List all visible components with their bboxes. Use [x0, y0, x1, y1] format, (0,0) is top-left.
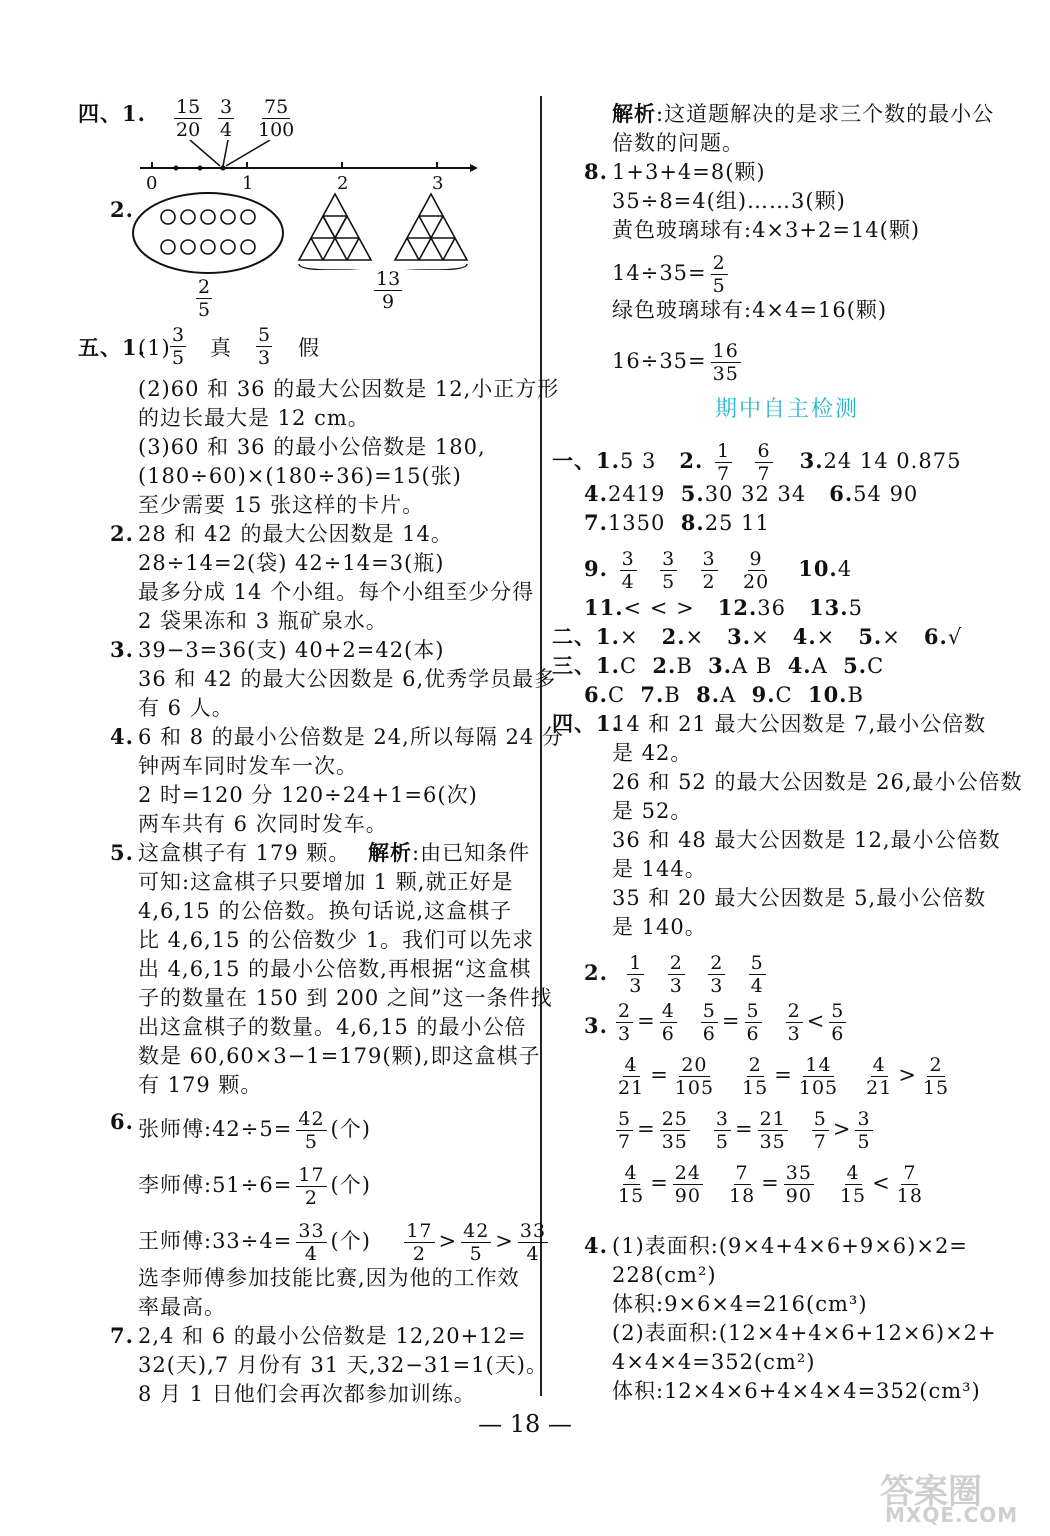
text-line: 率最高。	[138, 1295, 226, 1319]
text-line: 2 袋果冻和 3 瓶矿泉水。	[138, 609, 388, 633]
mid-q1-row3: 7.1350 8.25 11	[584, 510, 770, 535]
text-line: :由已知条件	[412, 841, 531, 865]
fraction: $\frac{7}{18}$	[728, 1162, 756, 1207]
text-line: 39−3=36(支) 40+2=42(本)	[138, 638, 445, 662]
text-line: 至少需要 15 张这样的卡片。	[138, 493, 425, 517]
fraction: $\frac{7}{18}$	[896, 1162, 923, 1207]
fraction: $\frac{2}{15}$	[742, 1054, 769, 1099]
text-line: 数是 60,60×3−1=179(颗),即这盒棋子	[138, 1044, 541, 1068]
text-line: 黄色玻璃球有:4×3+2=14(颗)	[612, 218, 921, 242]
numberline-frac-1: $\frac{15}{20}$	[176, 96, 201, 141]
q5-1-frac-1: $\frac{3}{5}$	[172, 324, 185, 369]
text-line: 是 42。	[612, 741, 693, 765]
q5-1-true: 真	[210, 336, 232, 360]
text-line: 是 52。	[612, 799, 693, 823]
q6-zhang: 张师傅:42÷5= $\frac{42}{5}$ (个)	[138, 1108, 371, 1153]
section-title: 期中自主检测	[715, 397, 860, 422]
watermark-url: MXQE.COM	[885, 1503, 1019, 1527]
text-line: 出这盒棋子的数量。4,6,15 的最小公倍	[138, 1015, 527, 1039]
fraction: $\frac{4}{21}$	[866, 1054, 893, 1099]
text-line: 35 和 20 最大公因数是 5,最小公倍数	[612, 886, 987, 910]
text-line: 14 和 21 最大公因数是 7,最小公倍数	[612, 712, 987, 736]
text-line: 28 和 42 的最大公因数是 14。	[138, 522, 453, 546]
tick-2: 2	[337, 173, 350, 194]
q5-1-part-a: (1)	[138, 336, 171, 360]
q-label: 5.	[110, 840, 134, 865]
mid-q1-row2: 4.2419 5.30 32 34 6.54 90	[584, 481, 919, 506]
text-line: 倍数的问题。	[612, 131, 744, 155]
text-line: 6 和 8 的最小公倍数是 24,所以每隔 24 分	[138, 725, 564, 749]
fraction: $\frac{3}{5}$	[715, 1108, 729, 1153]
watermark-logo: 答案圈	[880, 1472, 982, 1512]
mid-q1-row1: 一、1.5 3 2. $\frac{1}{7}$ $\frac{6}{7}$ 3.24 14 0.875	[552, 440, 962, 485]
text-line: (2)60 和 36 的最大公因数是 12,小正方形	[138, 377, 560, 401]
text-line: 钟两车同时发车一次。	[138, 754, 358, 778]
operator: =	[637, 1009, 656, 1033]
text-line: (1)表面积:(9×4+4×6+9×6)×2=	[612, 1234, 968, 1258]
q6-wang: 王师傅:33÷4= $\frac{33}{4}$ (个) $\frac{17}{2}$ > $\frac{42}{5}$ > $\frac{33}{4}$	[138, 1220, 547, 1265]
operator: =	[650, 1063, 669, 1087]
fraction: $\frac{5}{7}$	[813, 1108, 827, 1153]
mid-q1-row4: 9. $\frac{3}{4}$ $\frac{3}{5}$ $\frac{3}{2}$ $\frac{9}{20}$ 10.4	[584, 548, 853, 593]
fraction: $\frac{21}{35}$	[759, 1108, 786, 1153]
p4-3-label: 3.	[584, 1013, 608, 1038]
text-line: 出 4,6,15 的最小公倍数,再根据“这盒棋	[138, 957, 532, 981]
operator: <	[806, 1009, 826, 1033]
text-line: 绿色玻璃球有:4×4=16(颗)	[612, 298, 888, 322]
text-line: 2,4 和 6 的最小公倍数是 12,20+12=	[138, 1324, 527, 1348]
q6-li: 李师傅:51÷6= $\frac{17}{2}$ (个)	[138, 1164, 371, 1209]
text-line: 两车共有 6 次同时发车。	[138, 812, 388, 836]
q4-2-label: 2.	[110, 197, 134, 222]
operator: =	[734, 1117, 754, 1141]
q8-frac-line-2: 16÷35= $\frac{16}{35}$	[612, 340, 739, 385]
text-line: 36 和 48 最大公因数是 12,最小公倍数	[612, 828, 1001, 852]
text-line: 选李师傅参加技能比赛,因为他的工作效	[138, 1266, 520, 1290]
text-line: 28÷14=2(袋) 42÷14=3(瓶)	[138, 551, 445, 575]
text-line: 32(天),7 月份有 31 天,32−31=1(天)。	[138, 1353, 548, 1377]
p4-label: 四、1.	[552, 711, 620, 736]
triangles-diagram	[295, 190, 475, 270]
q8-label: 8.	[584, 159, 608, 184]
fraction: $\frac{4}{15}$	[618, 1162, 645, 1207]
fraction: $\frac{35}{90}$	[785, 1162, 812, 1207]
text-line: 36 和 42 的最大公因数是 6,优秀学员最多	[138, 667, 557, 691]
operator: =	[761, 1171, 780, 1195]
number-line	[130, 140, 480, 172]
fraction-compare-row	[612, 1054, 955, 1099]
q5-1-false: 假	[298, 336, 320, 360]
judge-row: 二、1.× 2.× 3.× 4.× 5.× 6.√	[552, 624, 963, 649]
text-line: 228(cm²)	[612, 1263, 717, 1287]
analysis-label: 解析	[368, 840, 412, 865]
fraction: $\frac{5}{6}$	[746, 1000, 760, 1045]
operator: <	[872, 1171, 891, 1195]
q5-1-label: 五、1.	[78, 335, 146, 360]
fraction: $\frac{25}{35}$	[661, 1108, 688, 1153]
tick-0: 0	[146, 173, 159, 194]
text-line: 26 和 52 的最大公因数是 26,最小公倍数	[612, 770, 1023, 794]
fraction-compare-row	[612, 1108, 877, 1153]
text-line: 的边长最大是 12 cm。	[138, 406, 370, 430]
text-line: 35÷8=4(组)……3(颗)	[612, 189, 846, 213]
text-line: 有 6 人。	[138, 696, 234, 720]
fraction: $\frac{5}{6}$	[831, 1000, 845, 1045]
q4-1-label: 四、1.	[78, 101, 146, 126]
text-line: 4×4×4=352(cm²)	[612, 1350, 816, 1374]
text-line: (3)60 和 36 的最小公倍数是 180,	[138, 435, 486, 459]
text-line: (180÷60)×(180÷36)=15(张)	[138, 464, 462, 488]
q-label: 2.	[110, 521, 134, 546]
mid-q1-row5: 11.< < > 12.36 13.5	[584, 595, 863, 620]
q4-2-frac-1: $\frac{2}{5}$	[198, 276, 211, 321]
operator: >	[898, 1063, 917, 1087]
text-line: 最多分成 14 个小组。每个小组至少分得	[138, 580, 535, 604]
numberline-frac-2: $\frac{3}{4}$	[220, 96, 233, 141]
fraction: $\frac{20}{105}$	[674, 1054, 715, 1099]
text-line: 是 140。	[612, 915, 707, 939]
text-line: 4,6,15 的公倍数。换句话说,这盒棋子	[138, 899, 513, 923]
text-line: 2 时=120 分 120÷24+1=6(次)	[138, 783, 478, 807]
text-line: 比 4,6,15 的公倍数少 1。我们可以先求	[138, 928, 535, 952]
text-line: 可知:这盒棋子只要增加 1 颗,就正好是	[138, 870, 514, 894]
q7-label: 7.	[110, 1323, 134, 1348]
fraction: $\frac{3}{5}$	[857, 1108, 871, 1153]
q8-frac-line-1: 14÷35= $\frac{2}{5}$	[612, 252, 726, 297]
text-line: 体积:12×4×6+4×4×4=352(cm³)	[612, 1379, 981, 1403]
operator: =	[650, 1171, 669, 1195]
fraction: $\frac{2}{3}$	[618, 1000, 632, 1045]
text-line: 1+3+4=8(颗)	[612, 160, 766, 184]
q-label: 4.	[110, 724, 134, 749]
analysis-label: 解析	[612, 101, 656, 126]
choice-row-2: 6.C 7.B 8.A 9.C 10.B	[584, 682, 864, 707]
operator: =	[637, 1117, 656, 1141]
operator: =	[774, 1063, 793, 1087]
fraction: $\frac{24}{90}$	[674, 1162, 701, 1207]
tick-3: 3	[432, 173, 445, 194]
page-number: — 18 —	[478, 1410, 572, 1438]
fraction-compare-row	[612, 1000, 850, 1045]
q4-2-frac-2: $\frac{13}{9}$	[376, 268, 401, 313]
numberline-frac-3: $\frac{75}{100}$	[258, 96, 295, 141]
fraction: $\frac{4}{21}$	[618, 1054, 645, 1099]
q6-label: 6.	[110, 1109, 134, 1134]
fraction: $\frac{2}{15}$	[922, 1054, 950, 1099]
fraction: $\frac{5}{6}$	[702, 1000, 716, 1045]
choice-row-1: 三、1.C 2.B 3.A B 4.A 5.C	[552, 653, 885, 678]
circles-diagram	[128, 190, 288, 276]
text-line: 子的数量在 150 到 200 之间”这一条件找	[138, 986, 553, 1010]
fraction: $\frac{14}{105}$	[798, 1054, 839, 1099]
text-line: (2)表面积:(12×4+4×6+12×6)×2+	[612, 1321, 997, 1345]
fraction: $\frac{4}{6}$	[661, 1000, 675, 1045]
fraction-compare-row	[612, 1162, 929, 1207]
operator: >	[832, 1117, 852, 1141]
q5-1-frac-2: $\frac{5}{3}$	[258, 324, 271, 369]
tick-1: 1	[242, 173, 255, 194]
q-label: 3.	[110, 637, 134, 662]
text-line: 体积:9×6×4=216(cm³)	[612, 1292, 868, 1316]
p4-4-label: 4.	[584, 1233, 608, 1258]
text-line: 8 月 1 日他们会再次都参加训练。	[138, 1382, 476, 1406]
p4-2-row: 2. $\frac{1}{3}$ $\frac{2}{3}$ $\frac{2}{3}$ $\frac{5}{4}$	[584, 952, 764, 997]
text-line: 是 144。	[612, 857, 707, 881]
text-line: 这盒棋子有 179 颗。	[138, 841, 351, 865]
fraction: $\frac{5}{7}$	[618, 1108, 632, 1153]
text-line: 有 179 颗。	[138, 1073, 263, 1097]
fraction: $\frac{4}{15}$	[839, 1162, 867, 1207]
fraction: $\frac{2}{3}$	[787, 1000, 801, 1045]
text-line: :这道题解决的是求三个数的最小公	[656, 102, 995, 126]
operator: =	[721, 1009, 741, 1033]
